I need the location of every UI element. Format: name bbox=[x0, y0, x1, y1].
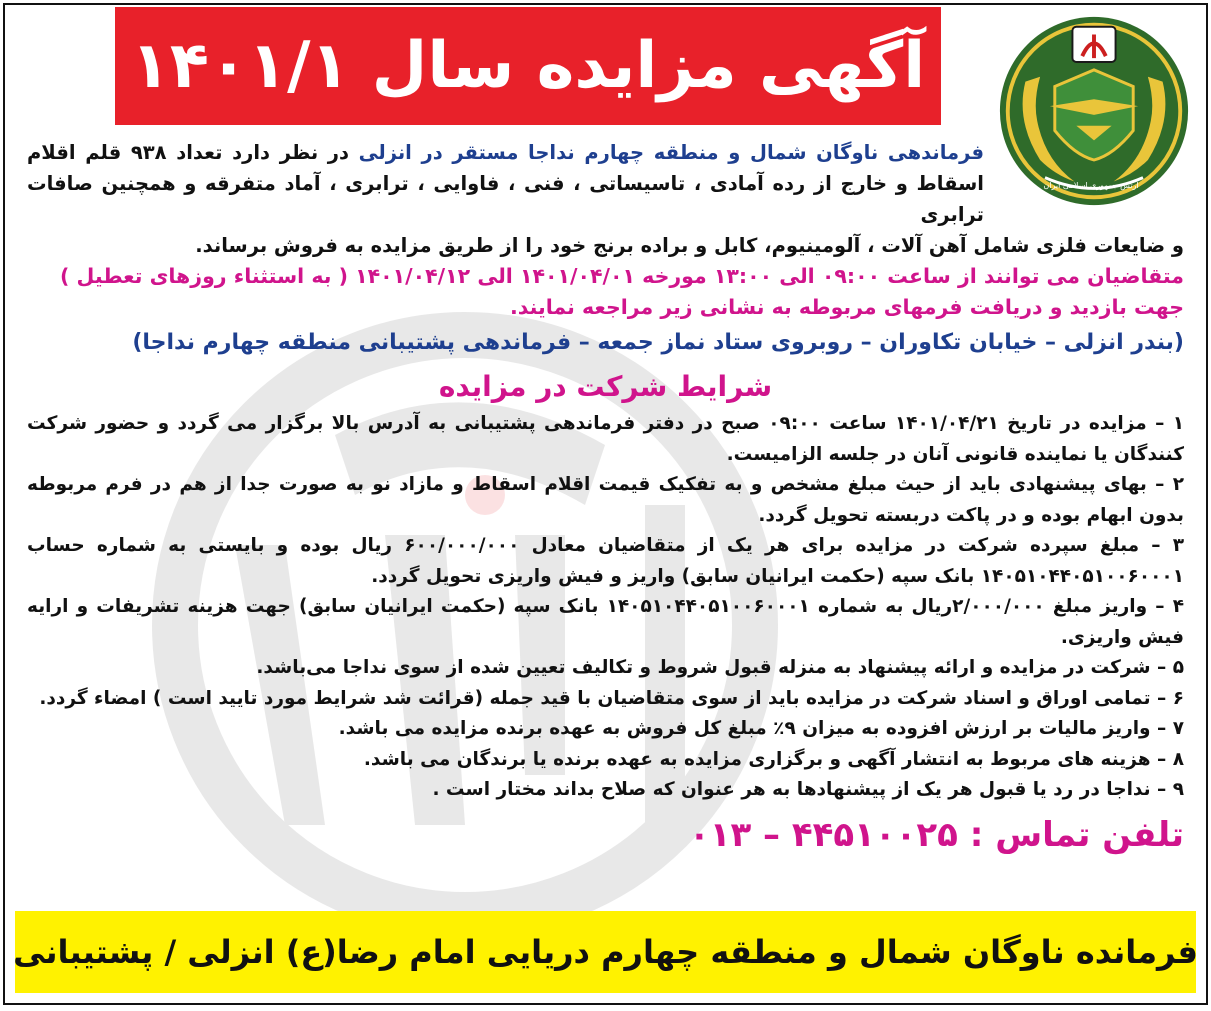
visit-hours: متقاضیان می توانند از ساعت ۰۹:۰۰ الی ۱۳:۰۰ مورخه ۱۴۰۱/۰۴/۰۱ الی ۱۴۰۱/۰۴/۱۲ ( به استثناء روزهای تعطیل ) bbox=[60, 264, 1184, 288]
intro-paragraph bbox=[27, 137, 984, 230]
condition-item: ۱ – مزایده در تاریخ ۱۴۰۱/۰۴/۲۱ ساعت ۰۹:۰۰ صبح در دفتر فرماندهی پشتیبانی به آدرس بالا برگزار می گردد و حضور شرکت کنندگان یا نماینده قانونی آنان در جلسه الزامیست. bbox=[27, 413, 1184, 465]
notice-body bbox=[27, 137, 1184, 858]
advertisement-page bbox=[3, 3, 1208, 1005]
visit-instruction: جهت بازدید و دریافت فرمهای مربوطه به نشانی زیر مراجعه نمایند. bbox=[510, 295, 1184, 319]
conditions-list bbox=[27, 409, 1184, 806]
intro-continuation: و ضایعات فلزی شامل آهن آلات ، آلومینیوم، کابل و براده برنج خود را از طریق مزایده به فروش برساند. bbox=[195, 234, 1184, 257]
footer-banner bbox=[15, 911, 1196, 993]
organization-name: فرماندهی ناوگان شمال و منطقه چهارم نداجا مستقر در انزلی bbox=[358, 141, 984, 164]
banner-title: آگهی مزایده سال ۱۴۰۱/۱ bbox=[130, 29, 926, 103]
address: (بندر انزلی – خیابان تکاوران – روبروی ستاد نماز جمعه – فرماندهی پشتیبانی منطقه چهارم نداجا) bbox=[132, 330, 1184, 355]
contact-phone: تلفن تماس : ۴۴۵۱۰۰۲۵ – ۰۱۳ bbox=[688, 814, 1184, 855]
visit-notice bbox=[27, 261, 1184, 323]
condition-item: ۹ – نداجا در رد یا قبول هر یک از پیشنهادها به هر عنوان که صلاح بداند مختار است . bbox=[432, 779, 1184, 800]
condition-item: ۶ – تمامی اوراق و اسناد شرکت در مزایده باید از سوی متقاضیان با قید جمله (قرائت شد شرایط مورد تایید است ) امضاء گردد. bbox=[39, 687, 1184, 709]
condition-item: ۷ – واریز مالیات بر ارزش افزوده به میزان ۹٪ مبلغ کل فروش به عهده برنده مزایده می باشد. bbox=[338, 718, 1184, 739]
conditions-title: شرایط شرکت در مزایده bbox=[438, 370, 773, 403]
condition-item: ۴ – واریز مبلغ ۲/۰۰۰/۰۰۰ریال به شماره ۱۴۰۵۱۰۴۴۰۵۱۰۰۶۰۰۰۱ بانک سپه (حکمت ایرانیان سابق) جهت هزینه تشریفات و ارایه فیش واریزی. bbox=[27, 596, 1184, 648]
title-banner bbox=[115, 7, 941, 125]
intro-text: در نظر دارد تعداد ۹۳۸ قلم اقلام اسقاط و خارج از رده آمادی ، تاسیساتی ، فنی ، فاوایی ، ترابری ، آماد متفرقه و همچنین صافات ترابری bbox=[27, 141, 984, 226]
emblem-caption: ارتش جمهوری اسلامی ایران bbox=[1043, 181, 1139, 190]
condition-item: ۳ – مبلغ سپرده شرکت در مزایده برای هر یک از متقاضیان معادل ۶۰۰/۰۰۰/۰۰۰ ریال بوده و بایستی به شماره حساب ۱۴۰۵۱۰۴۴۰۵۱۰۰۶۰۰۰۱ بانک سپه (حکمت ایرانیان سابق) واریز و فیش واریزی تحویل گردد. bbox=[27, 535, 1185, 587]
condition-item: ۵ – شرکت در مزایده و ارائه پیشنهاد به منزله قبول شروط و تکالیف تعیین شده از سوی نداجا می‌باشد. bbox=[256, 657, 1184, 678]
condition-item: ۸ – هزینه های مربوط به انتشار آگهی و برگزاری مزایده به عهده برنده یا برندگان می باشد. bbox=[363, 748, 1184, 770]
footer-signature: فرمانده ناوگان شمال و منطقه چهارم دریایی امام رضا(ع) انزلی / پشتیبانی bbox=[13, 933, 1198, 971]
condition-item: ۲ – بهای پیشنهادی باید از حیث مبلغ مشخص و به تفکیک قیمت اقلام اسقاط و مازاد نو به صورت جدا از هم در فرم مربوطه بدون ابهام بوده و در پاکت دربسته تحویل گردد. bbox=[27, 474, 1184, 526]
